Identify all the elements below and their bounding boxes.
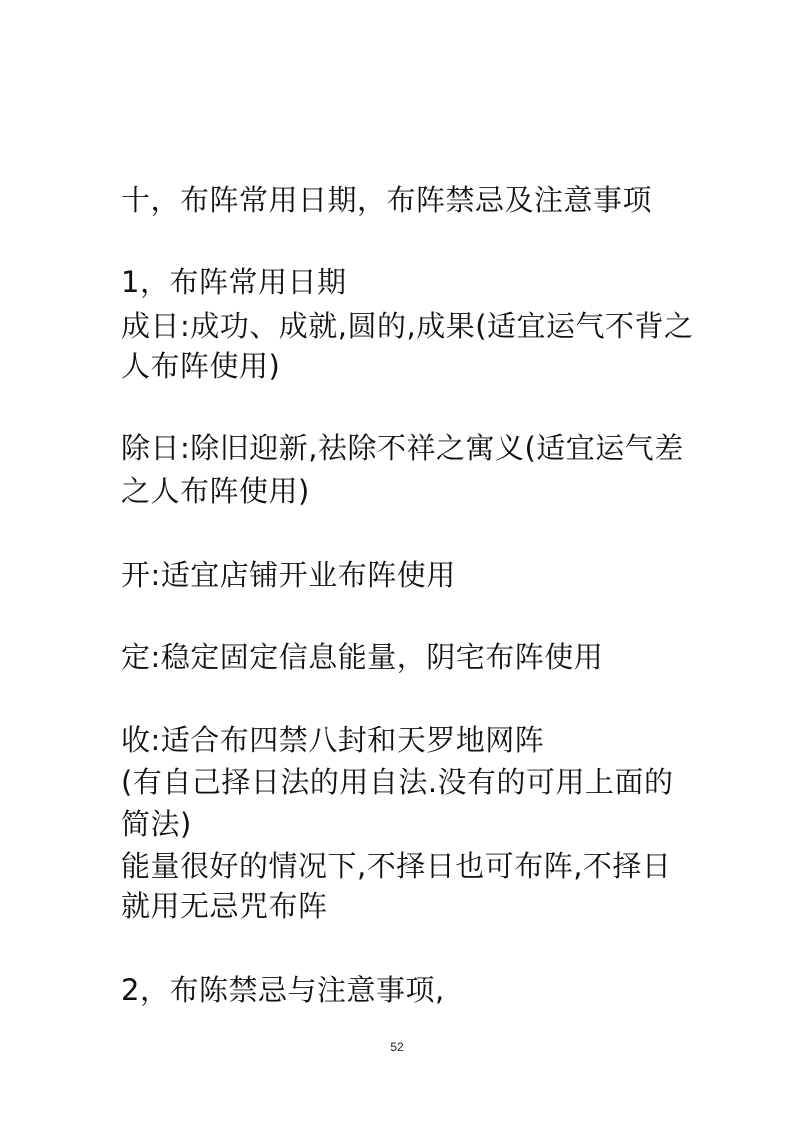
chu-ri-line-1: 除日:除旧迎新,祛除不祥之寓义(适宜运气差 — [121, 431, 684, 465]
energy-line-1: 能量很好的情况下,不择日也可布阵,不择日 — [121, 849, 672, 883]
subsection-1-title: 1，布阵常用日期 — [121, 265, 347, 299]
shou-line: 收:适合布四禁八封和天罗地网阵 — [121, 723, 545, 757]
energy-line-2: 就用无忌咒布阵 — [121, 889, 328, 923]
note-line-2: 简法) — [121, 807, 192, 841]
kai-line: 开:适宜店铺开业布阵使用 — [121, 558, 456, 592]
page-number: 52 — [390, 1040, 404, 1054]
subsection-2-title: 2，布陈禁忌与注意事项, — [121, 973, 445, 1007]
cheng-ri-line-2: 人布阵使用) — [121, 349, 281, 383]
ding-line: 定:稳定固定信息能量，阴宅布阵使用 — [121, 640, 604, 674]
note-line-1: (有自己择日法的用自法.没有的可用上面的 — [121, 765, 674, 799]
chu-ri-line-2: 之人布阵使用) — [121, 474, 310, 508]
cheng-ri-line-1: 成日:成功、成就,圆的,成果(适宜运气不背之 — [121, 309, 694, 343]
section-title: 十，布阵常用日期，布阵禁忌及注意事项 — [121, 183, 653, 217]
